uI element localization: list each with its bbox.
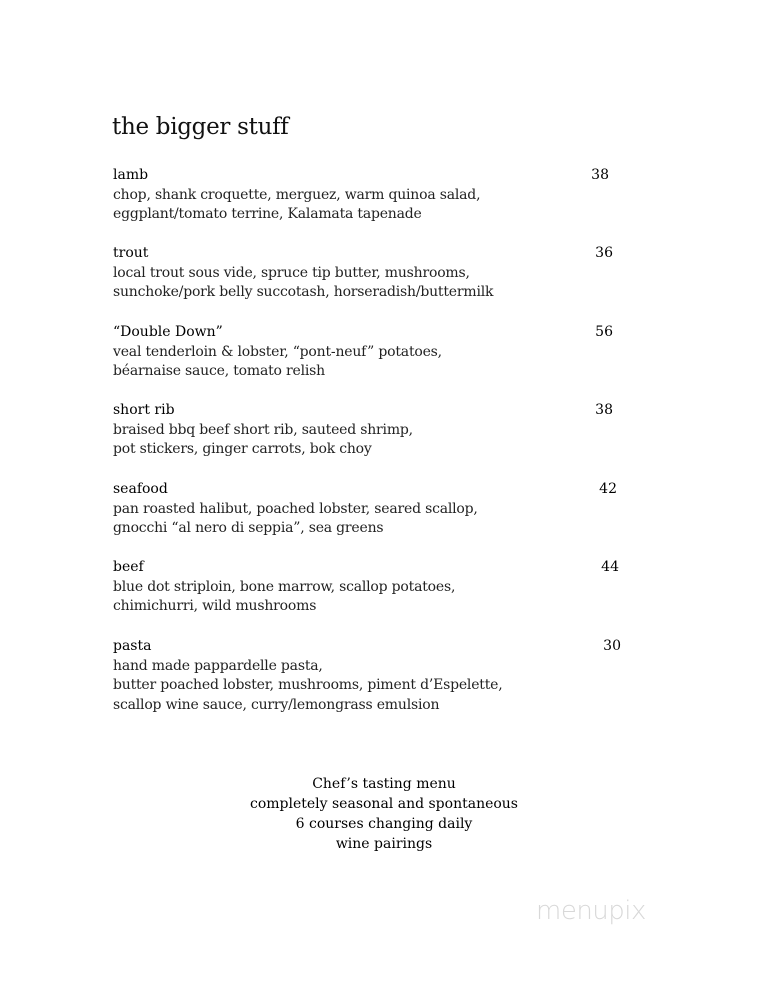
tasting-line: 6 courses changing daily	[295, 816, 473, 832]
item-description-line: pot stickers, ginger carrots, bok choy	[113, 441, 372, 457]
item-price: 38	[595, 402, 613, 418]
item-name: seafood	[113, 481, 168, 497]
item-name: pasta	[113, 638, 152, 654]
item-description-line: local trout sous vide, spruce tip butter, mushrooms,	[113, 264, 470, 281]
item-price: 56	[595, 324, 613, 340]
tasting-line: Chef’s tasting menu	[312, 776, 456, 792]
item-price: 30	[603, 638, 621, 654]
item-name: “Double Down”	[113, 324, 223, 340]
menu-item	[113, 323, 633, 382]
item-name: short rib	[113, 402, 175, 418]
menu-item	[113, 558, 633, 617]
tasting-menu-note	[0, 774, 768, 854]
menu-item	[113, 637, 633, 715]
item-description-line: braised bbq beef short rib, sauteed shrimp,	[113, 421, 413, 438]
item-price: 38	[591, 167, 609, 183]
menu-item	[113, 401, 633, 460]
item-description-line: hand made pappardelle pasta,	[113, 657, 323, 674]
item-description-line: butter poached lobster, mushrooms, piment d’Espelette,	[113, 677, 503, 693]
item-description-line: chimichurri, wild mushrooms	[113, 598, 317, 614]
menu-item	[113, 480, 633, 539]
item-description-line: blue dot striploin, bone marrow, scallop potatoes,	[113, 578, 456, 595]
menu-item	[113, 244, 633, 303]
item-price: 36	[595, 245, 613, 261]
item-description-line: scallop wine sauce, curry/lemongrass emulsion	[113, 696, 440, 713]
item-description-line: eggplant/tomato terrine, Kalamata tapenade	[113, 206, 422, 222]
item-description-line: veal tenderloin & lobster, “pont-neuf” potatoes,	[113, 343, 442, 360]
item-price: 42	[599, 481, 617, 497]
tasting-line: wine pairings	[335, 836, 433, 852]
menupix-watermark: menupix	[536, 896, 646, 926]
item-description-line: chop, shank croquette, merguez, warm quinoa salad,	[113, 186, 481, 203]
menu-item	[113, 166, 633, 225]
item-description-line: pan roasted halibut, poached lobster, seared scallop,	[113, 500, 478, 517]
item-description-line: gnocchi “al nero di seppia”, sea greens	[113, 520, 384, 536]
item-description-line: sunchoke/pork belly succotash, horseradish/buttermilk	[113, 284, 494, 300]
item-name: trout	[113, 245, 149, 261]
item-name: beef	[113, 559, 144, 575]
item-description-line: béarnaise sauce, tomato relish	[113, 363, 325, 379]
item-price: 44	[601, 559, 619, 575]
section-title: the bigger stuff	[112, 114, 289, 140]
tasting-line: completely seasonal and spontaneous	[249, 796, 518, 812]
item-name: lamb	[113, 167, 149, 183]
